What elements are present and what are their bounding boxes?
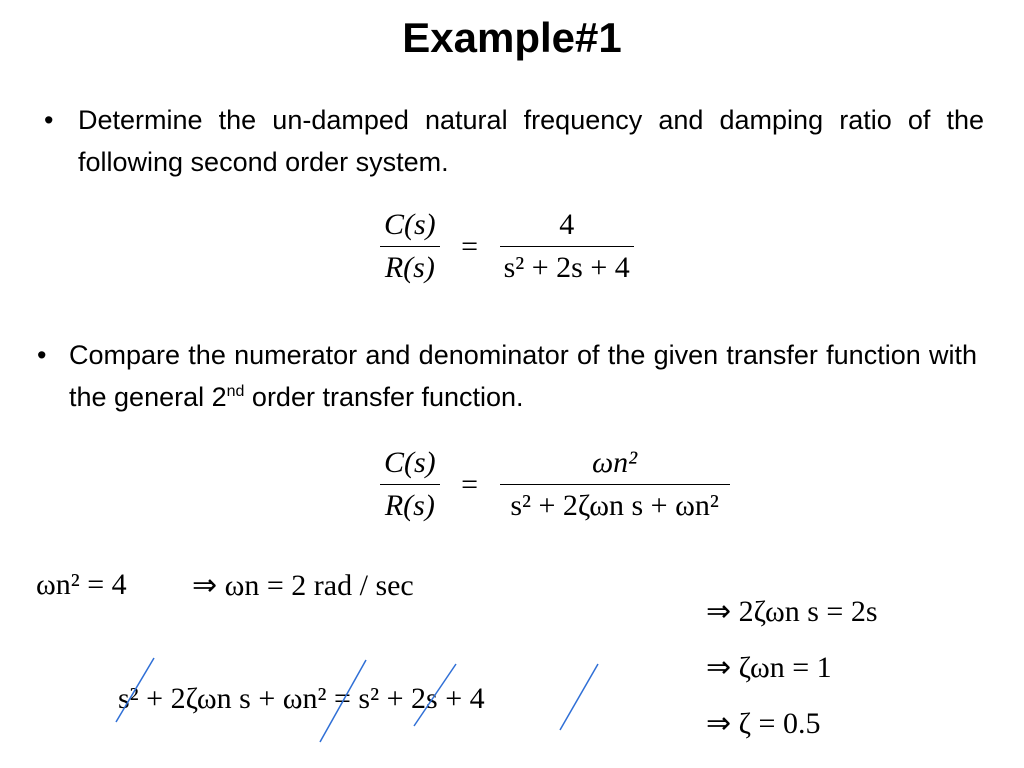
bullet-text-end: order transfer function. [244, 382, 524, 412]
rhs-numerator: ωn² [500, 446, 730, 485]
superscript-nd: nd [226, 383, 245, 400]
lhs-denominator: R(s) [384, 489, 435, 522]
bullet-dot: • [37, 340, 47, 370]
strike-mark [560, 664, 598, 730]
lhs-denominator: R(s) [384, 251, 435, 284]
result-zeta: ⇒ ζ = 0.5 [706, 707, 821, 740]
omega-n-squared-equation: ωn² = 4 [36, 568, 127, 601]
bullet-text-start: Compare the numerator and denominator of the given transfer function with the general 2 [69, 340, 977, 412]
strike-mark [116, 658, 154, 722]
rhs-numerator: 4 [500, 208, 634, 247]
rhs-denominator: s² + 2s + 4 [503, 251, 630, 284]
result-2zeta-omega-s: ⇒ 2ζωn s = 2s [706, 595, 878, 628]
slide-title: Example#1 [402, 14, 622, 61]
lhs-numerator: C(s) [380, 446, 440, 485]
equals-sign: = [461, 467, 479, 501]
bullet-text: Determine the un-damped natural frequency and damping ratio of the following second order system. [78, 105, 984, 177]
equals-sign: = [461, 229, 479, 263]
strike-mark [320, 660, 366, 742]
rhs-denominator: s² + 2ζωn s + ωn² [510, 489, 719, 522]
omega-n-result: ⇒ ωn = 2 rad / sec [192, 569, 414, 602]
strike-mark [414, 664, 456, 726]
result-zeta-omega: ⇒ ζωn = 1 [706, 651, 832, 684]
lhs-numerator: C(s) [380, 208, 440, 247]
bullet-dot: • [44, 105, 54, 135]
denominator-comparison-equation: s² + 2ζωn s + ωn² = s² + 2s + 4 [118, 682, 485, 715]
